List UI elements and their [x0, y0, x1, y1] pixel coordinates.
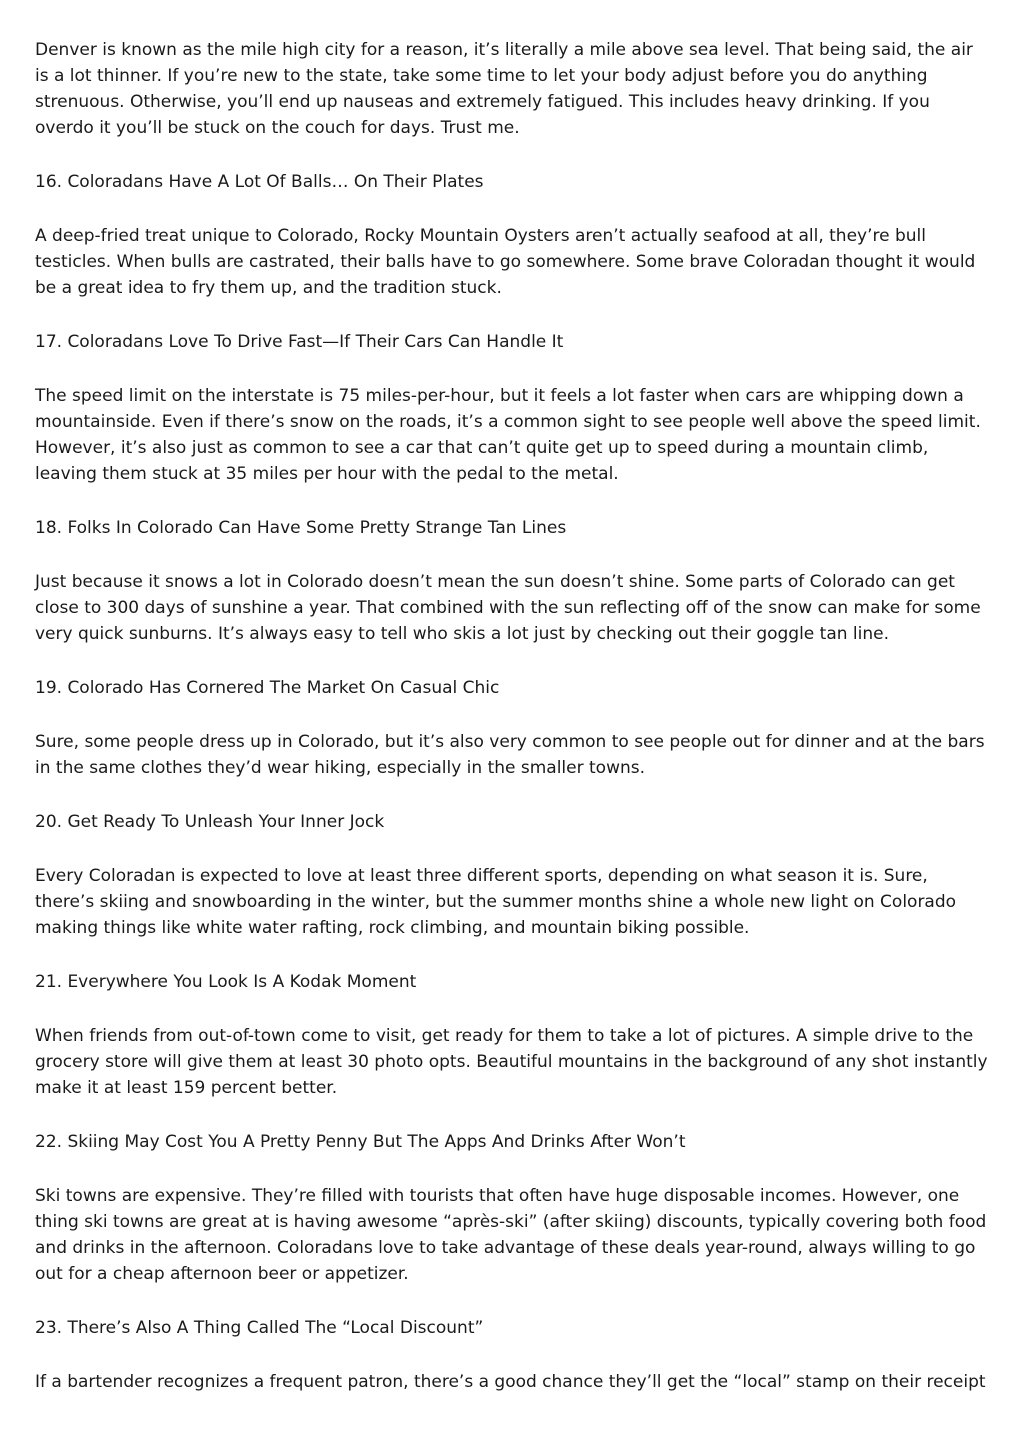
section-heading: 18. Folks In Colorado Can Have Some Pretty Strange Tan Lines — [35, 518, 567, 538]
section-body-21 — [35, 1023, 989, 1101]
section-paragraph: The speed limit on the interstate is 75 miles-per-hour, but it feels a lot faster when cars are whipping down a mountainside. Even if there’s snow on the roads, it’s a common sight to see people well above the speed limit. However, it’s also just as common to see a car that can’t quite get up to speed during a mountain climb, leaving them stuck at 35 miles per hour with the pedal to the metal. — [35, 386, 981, 484]
article-page — [35, 37, 989, 1423]
section-body-16 — [35, 223, 989, 301]
section-heading-21 — [35, 969, 989, 995]
section-heading-20 — [35, 809, 989, 835]
section-paragraph: If a bartender recognizes a frequent patron, there’s a good chance they’ll get the “local” stamp on their receipt — [35, 1372, 986, 1392]
section-paragraph: Just because it snows a lot in Colorado doesn’t mean the sun doesn’t shine. Some parts of Colorado can get close to 300 days of sunshine a year. That combined with the sun reflecting off of the snow can make for some very quick sunburns. It’s always easy to tell who skis a lot just by checking out their goggle tan line. — [35, 572, 981, 644]
section-heading: 20. Get Ready To Unleash Your Inner Jock — [35, 812, 385, 832]
section-paragraph: When friends from out-of-town come to visit, get ready for them to take a lot of pictures. A simple drive to the grocery store will give them at least 30 photo opts. Beautiful mountains in the background of any shot instantly make it at least 159 percent better. — [35, 1026, 988, 1098]
section-heading-23 — [35, 1315, 989, 1341]
section-body-18 — [35, 569, 989, 647]
section-heading: 23. There’s Also A Thing Called The “Local Discount” — [35, 1318, 484, 1338]
section-heading-22 — [35, 1129, 989, 1155]
section-heading-18 — [35, 515, 989, 541]
section-body-23 — [35, 1369, 989, 1395]
section-body-17 — [35, 383, 989, 487]
section-heading-16 — [35, 169, 989, 195]
section-paragraph: Ski towns are expensive. They’re filled with tourists that often have huge disposable incomes. However, one thing ski towns are great at is having awesome “après-ski” (after skiing) discounts, typically covering both food and drinks in the afternoon. Coloradans love to take advantage of these deals year-round, always willing to go out for a cheap afternoon beer or appetizer. — [35, 1186, 987, 1284]
section-heading: 17. Coloradans Love To Drive Fast—If Their Cars Can Handle It — [35, 332, 564, 352]
section-heading: 21. Everywhere You Look Is A Kodak Moment — [35, 972, 417, 992]
section-body-20 — [35, 863, 989, 941]
section-paragraph: A deep-fried treat unique to Colorado, Rocky Mountain Oysters aren’t actually seafood at all, they’re bull testicles. When bulls are castrated, their balls have to go somewhere. Some brave Coloradan thought it would be a great idea to fry them up, and the tradition stuck. — [35, 226, 976, 298]
intro-paragraph: Denver is known as the mile high city for a reason, it’s literally a mile above sea level. That being said, the air is a lot thinner. If you’re new to the state, take some time to let your body adjust before you do anything strenuous. Otherwise, you’ll end up nauseas and extremely fatigued. This includes heavy drinking. If you overdo it you’ll be stuck on the couch for days. Trust me. — [35, 40, 973, 138]
section-heading-19 — [35, 675, 989, 701]
section-heading-17 — [35, 329, 989, 355]
section-heading: 22. Skiing May Cost You A Pretty Penny But The Apps And Drinks After Won’t — [35, 1132, 686, 1152]
section-heading: 19. Colorado Has Cornered The Market On Casual Chic — [35, 678, 500, 698]
section-body-22 — [35, 1183, 989, 1287]
section-heading: 16. Coloradans Have A Lot Of Balls… On Their Plates — [35, 172, 484, 192]
section-body-19 — [35, 729, 989, 781]
section-paragraph: Every Coloradan is expected to love at least three different sports, depending on what season it is. Sure, there’s skiing and snowboarding in the winter, but the summer months shine a whole new light on Colorado making things like white water rafting, rock climbing, and mountain biking possible. — [35, 866, 957, 938]
intro-paragraph-block — [35, 37, 989, 141]
section-paragraph: Sure, some people dress up in Colorado, but it’s also very common to see people out for dinner and at the bars in the same clothes they’d wear hiking, especially in the smaller towns. — [35, 732, 985, 778]
